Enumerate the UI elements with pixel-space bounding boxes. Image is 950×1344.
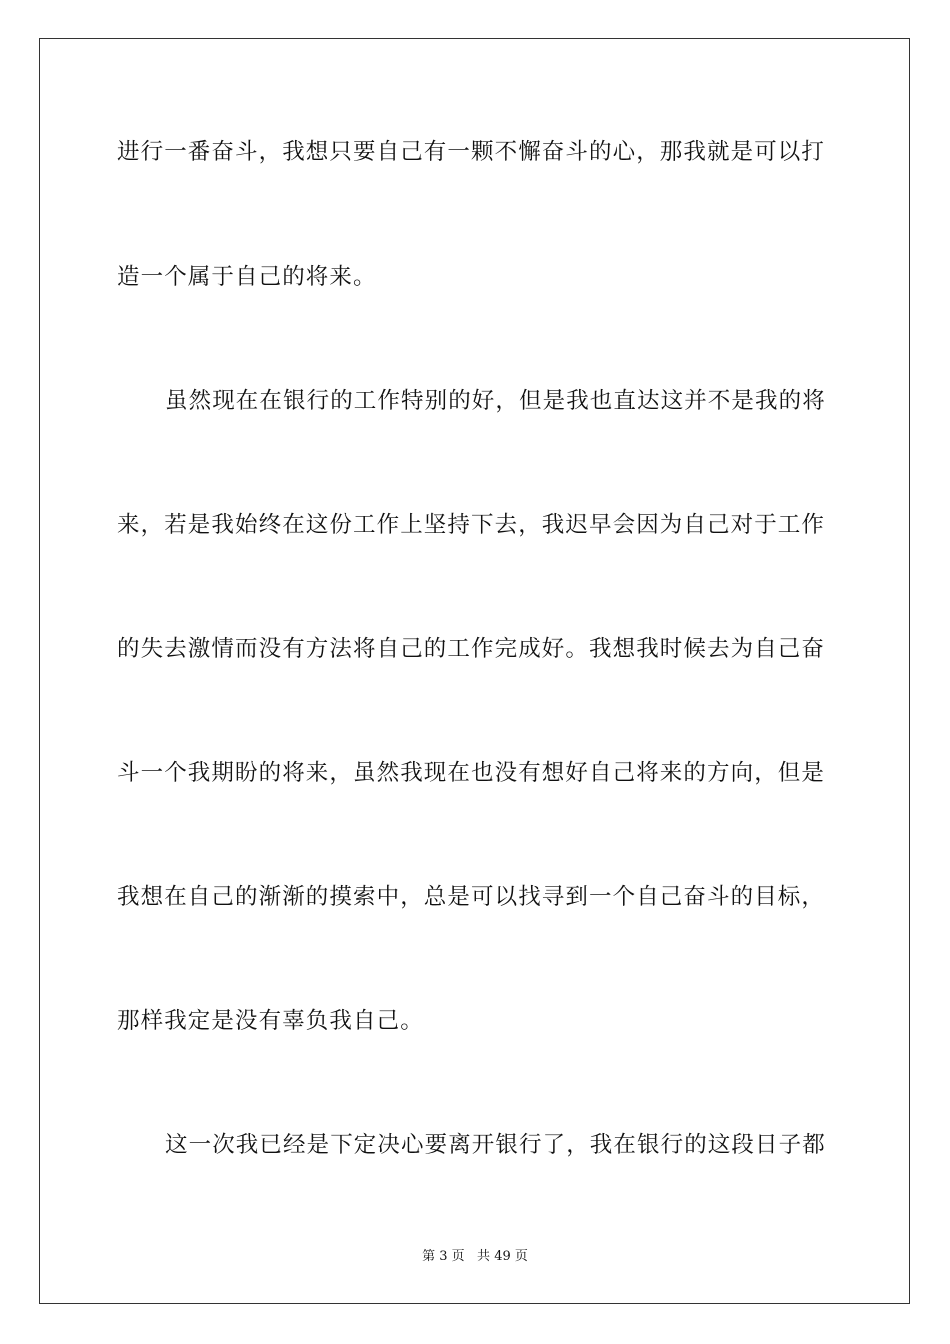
text-line: 造一个属于自己的将来。 [117, 264, 377, 290]
paragraph-first-line: 虽然现在在银行的工作特别的好，但是我也直达这并不是我的将 [165, 388, 826, 414]
page-border [39, 38, 910, 1304]
text-line: 那样我定是没有辜负我自己。 [117, 1008, 424, 1034]
text-line: 斗一个我期盼的将来，虽然我现在也没有想好自己将来的方向，但是 [117, 760, 826, 786]
text-line: 的失去激情而没有方法将自己的工作完成好。我想我时候去为自己奋 [117, 636, 826, 662]
text-line: 来，若是我始终在这份工作上坚持下去，我迟早会因为自己对于工作 [117, 512, 826, 538]
page-number-footer: 第 3 页 共 49 页 [422, 1249, 528, 1264]
text-line: 我想在自己的渐渐的摸索中，总是可以找寻到一个自己奋斗的目标， [117, 884, 826, 910]
text-line: 进行一番奋斗，我想只要自己有一颗不懈奋斗的心，那我就是可以打 [117, 139, 826, 165]
paragraph-first-line: 这一次我已经是下定决心要离开银行了，我在银行的这段日子都 [165, 1132, 826, 1158]
